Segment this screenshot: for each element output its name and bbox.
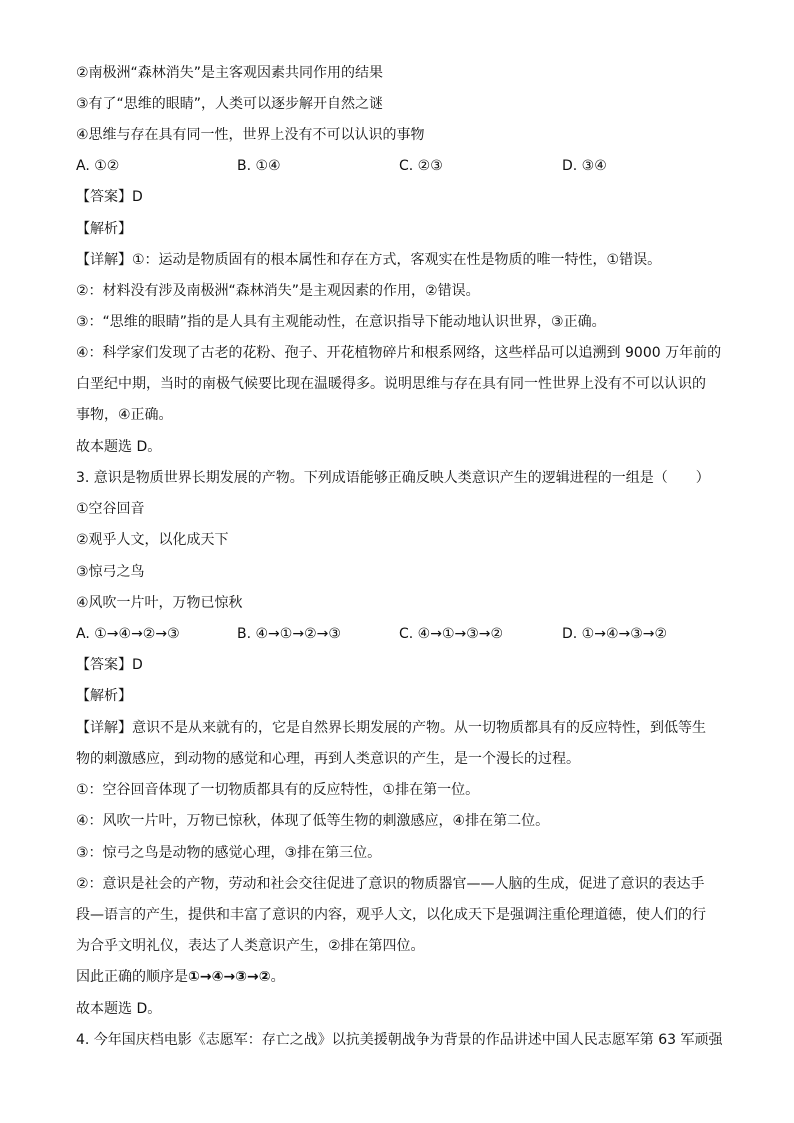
q3-statement-1: ①空谷回音 [76,501,145,517]
q4-stem: 4. 今年国庆档电影《志愿军：存亡之战》以抗美援朝战争为背景的作品讲述中国人民志愿军第 63 军顽强 [76,1032,723,1048]
q2-detail-line: ②：材料没有涉及南极洲“森林消失”是主观因素的作用，②错误。 [76,283,480,299]
q3-detail-line: 【详解】意识不是从来就有的，它是自然界长期发展的产物。从一切物质都具有的反应特性，到低等生 [76,720,706,736]
q3-detail-line: 为合乎文明礼仪，表达了人类意识产生，②排在第四位。 [76,938,425,954]
q3-order-suffix: 。 [270,969,285,985]
q2-detail-line: ③：“思维的眼睛”指的是人具有主观能动性，在意识指导下能动地认识世界，③正确。 [76,314,606,330]
q3-statement-2: ②观乎人文，以化成天下 [76,532,229,548]
q3-detail-line: ②：意识是社会的产物，劳动和社会交往促进了意识的物质器官——人脑的生成，促进了意识的表达手 [76,876,705,892]
q2-statement-3: ③有了“思维的眼睛”，人类可以逐步解开自然之谜 [76,96,384,112]
q3-stem: 3. 意识是物质世界长期发展的产物。下列成语能够正确反映人类意识产生的逻辑进程的一组是（ ） [76,470,710,486]
q2-statement-2: ②南极洲“森林消失”是主客观因素共同作用的结果 [76,65,384,81]
q3-conclusion: 故本题选 D。 [76,1001,162,1017]
q3-answer: 【答案】D [76,657,143,673]
q2-answer: 【答案】D [76,189,143,205]
q2-option-b: B. ①④ [237,158,281,174]
q2-option-a: A. ①② [76,158,120,174]
q3-detail-line: 段—语言的产生，提供和丰富了意识的内容，观乎人文，以化成天下是强调注重伦理道德，使人们的行 [76,907,706,923]
q2-detail-line: 事物，④正确。 [76,407,173,423]
q3-order-sentence [76,967,285,987]
q3-option-b: B. ④→①→②→③ [237,626,341,642]
q3-option-d: D. ①→④→③→② [562,626,668,642]
q2-detail-line: 【详解】①：运动是物质固有的根本属性和存在方式，客观实在性是物质的唯一特性，①错误。 [76,252,662,268]
q2-analysis-label: 【解析】 [76,221,132,237]
q2-option-d: D. ③④ [562,158,607,174]
q3-statement-4: ④风吹一片叶，万物已惊秋 [76,595,243,611]
q3-detail-line: ①：空谷回音体现了一切物质都具有的反应特性，①排在第一位。 [76,782,480,798]
q2-detail-line: 白垩纪中期，当时的南极气候要比现在温暖得多。说明思维与存在具有同一性世界上没有不可以认识的 [76,376,706,392]
q3-option-c: C. ④→①→③→② [399,626,504,642]
q3-analysis-label: 【解析】 [76,688,132,704]
q2-conclusion: 故本题选 D。 [76,439,162,455]
q2-detail-line: ④：科学家们发现了古老的花粉、孢子、开花植物碎片和根系网络，这些样品可以追溯到 9000 万年前的 [76,345,722,361]
q3-detail-line: ④：风吹一片叶，万物已惊秋，体现了低等生物的刺激感应，④排在第二位。 [76,813,550,829]
q2-option-c: C. ②③ [399,158,443,174]
q3-detail-line: 物的刺激感应，到动物的感觉和心理，再到人类意识的产生，是一个漫长的过程。 [76,751,580,767]
q3-detail-line: ③：惊弓之鸟是动物的感觉心理，③排在第三位。 [76,845,382,861]
q3-order-prefix: 因此正确的顺序是 [76,969,188,985]
q3-option-a: A. ①→④→②→③ [76,626,180,642]
q3-statement-3: ③惊弓之鸟 [76,564,145,580]
q3-order-value: ①→④→③→② [188,969,271,985]
q2-statement-4: ④思维与存在具有同一性，世界上没有不可以认识的事物 [76,127,425,143]
